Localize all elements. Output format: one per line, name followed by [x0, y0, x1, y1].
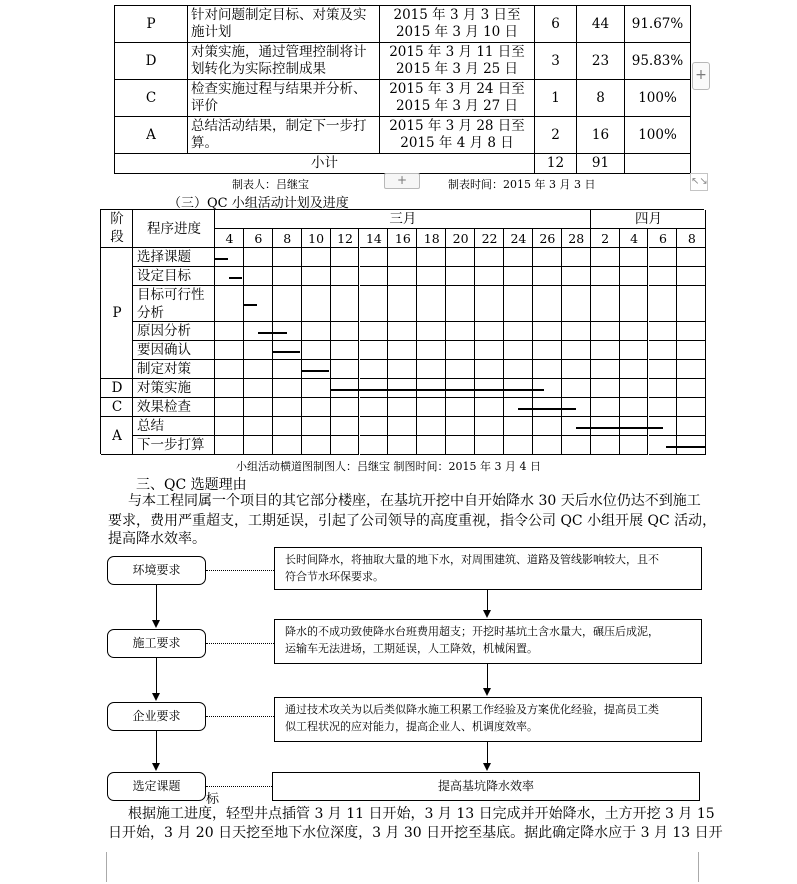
grid-cell — [533, 417, 562, 436]
task-name-line: 分析 — [137, 305, 164, 321]
stage-cell: D — [115, 43, 188, 80]
grid-cell — [244, 341, 273, 360]
task-name: 效果检查 — [137, 399, 191, 415]
grid-cell — [677, 417, 706, 436]
grid-cell — [620, 322, 649, 341]
day-label: 26 — [539, 231, 556, 246]
time-line: 2015 年 3 月 25 日 — [395, 61, 519, 77]
grid-cell — [562, 360, 591, 379]
grid-cell — [417, 436, 446, 455]
grid-cell — [504, 436, 533, 455]
grid-cell — [591, 436, 620, 455]
flow-node-topic: 选定课题 — [107, 772, 206, 801]
grid-cell — [533, 248, 562, 267]
grid-cell — [620, 267, 649, 286]
grid-cell — [446, 267, 475, 286]
table-resize-handle[interactable]: ↖↘ — [690, 173, 708, 191]
grid-cell — [649, 322, 678, 341]
grid-cell — [475, 417, 504, 436]
days-cell: 6 — [535, 6, 577, 43]
grid-cell — [649, 341, 678, 360]
grid-cell — [417, 417, 446, 436]
grid-cell — [446, 398, 475, 417]
day-label: 16 — [394, 231, 411, 246]
table-maker-note: 制表人：吕继宝 — [232, 178, 309, 191]
grid-cell — [677, 286, 706, 322]
grid-cell — [562, 286, 591, 322]
table-row — [115, 80, 691, 117]
flow-dotted-connector — [206, 716, 274, 717]
paragraph-line: 日开始，3 月 20 日天挖至地下水位深度，3 月 30 日开挖至基底。据此确定降水应于 3 月 13 日开 — [108, 825, 723, 841]
grid-cell — [360, 248, 389, 267]
month-label: 三月 — [389, 211, 417, 227]
day-label: 4 — [225, 231, 234, 246]
grid-cell — [244, 267, 273, 286]
stage-label: A — [112, 427, 122, 444]
grid-cell — [302, 267, 331, 286]
subtotal-count: 91 — [577, 154, 625, 174]
grid-cell — [620, 398, 649, 417]
grid-cell — [360, 360, 389, 379]
task-name: 下一步打算 — [137, 437, 205, 453]
day-label: 10 — [308, 231, 325, 246]
grid-cell — [360, 286, 389, 322]
grid-cell — [677, 248, 706, 267]
grid-cell — [388, 322, 417, 341]
grid-cell — [475, 322, 504, 341]
days-cell: 3 — [535, 43, 577, 80]
grid-cell — [649, 360, 678, 379]
grid-cell — [215, 360, 244, 379]
grid-cell — [331, 360, 360, 379]
header-steps: 程序进度 — [147, 220, 201, 237]
flow-dotted-connector — [206, 570, 274, 571]
grid-cell — [360, 417, 389, 436]
task-name: 要因确认 — [137, 342, 191, 358]
day-label: 18 — [423, 231, 440, 246]
count-cell: 23 — [577, 43, 625, 80]
grid-cell — [273, 417, 302, 436]
stage-label: C — [111, 399, 123, 415]
grid-cell — [446, 360, 475, 379]
grid-cell — [620, 360, 649, 379]
grid-cell — [475, 360, 504, 379]
grid-cell — [215, 398, 244, 417]
grid-cell — [417, 322, 446, 341]
description-line: 长时间降水，将抽取大量的地下水，对周围建筑、道路及管线影响较大，且不 — [285, 553, 659, 566]
page-corner-mark — [698, 852, 719, 882]
flow-description-topic: 提高基坑降水效率 — [272, 772, 700, 801]
gantt-title: （三）QC 小组活动计划及进度 — [168, 196, 349, 211]
grid-cell — [591, 248, 620, 267]
month-label: 四月 — [634, 211, 662, 227]
flow-connector — [487, 590, 488, 611]
grid-cell — [504, 417, 533, 436]
grid-cell — [562, 341, 591, 360]
grid-cell — [273, 248, 302, 267]
task-name — [137, 286, 215, 322]
flow-connector — [156, 658, 157, 694]
gantt-bar — [258, 332, 287, 334]
grid-cell — [649, 398, 678, 417]
time-cell — [380, 43, 535, 80]
arrow-down-icon — [483, 688, 491, 696]
gantt-chart — [100, 209, 704, 454]
task-name: 制定对策 — [137, 361, 191, 377]
grid-cell — [215, 341, 244, 360]
grid-cell — [360, 436, 389, 455]
rate-cell: 95.83% — [625, 43, 691, 80]
grid-cell — [417, 341, 446, 360]
flow-dotted-connector — [206, 643, 274, 644]
gantt-bar — [576, 427, 663, 429]
grid-cell — [302, 379, 331, 398]
days-cell: 1 — [535, 80, 577, 117]
grid-cell — [215, 436, 244, 455]
time-cell — [380, 117, 535, 154]
time-line: 2015 年 3 月 3 日至 — [393, 7, 521, 23]
count-cell: 8 — [577, 80, 625, 117]
grid-cell — [562, 248, 591, 267]
description-line: 通过技术攻关为以后类似降水施工积累工作经验及方案优化经验，提高员工类 — [285, 703, 659, 716]
grid-cell — [360, 267, 389, 286]
task-name: 设定目标 — [137, 268, 191, 284]
grid-cell — [388, 286, 417, 322]
grid-cell — [533, 360, 562, 379]
paragraph-line: 要求，费用严重超支，工期延误，引起了公司领导的高度重视，指令公司 QC 小组开展 QC 活动， — [108, 513, 717, 529]
day-label: 4 — [630, 231, 639, 246]
gantt-bar — [229, 277, 242, 279]
grid-cell — [273, 398, 302, 417]
time-cell — [380, 6, 535, 43]
section-heading-partial: 标 — [206, 792, 220, 807]
rate-cell: 91.67% — [625, 6, 691, 43]
grid-cell — [591, 398, 620, 417]
stage-label: D — [111, 380, 123, 396]
pdca-table — [114, 5, 691, 174]
grid-cell — [446, 286, 475, 322]
grid-cell — [446, 341, 475, 360]
gantt-note: 小组活动横道图制图人：吕继宝 制图时间：2015 年 3 月 4 日 — [236, 460, 541, 473]
grid-cell — [591, 322, 620, 341]
flow-connector — [487, 742, 488, 764]
stage-label: P — [112, 305, 122, 321]
stage-cell: P — [115, 6, 188, 43]
grid-cell — [273, 436, 302, 455]
grid-cell — [215, 379, 244, 398]
content-cell: 检查实施过程与结果并分析、评价 — [188, 80, 380, 117]
task-name: 对策实施 — [137, 380, 191, 396]
time-line: 2015 年 3 月 27 日 — [395, 98, 519, 114]
grid-cell — [388, 248, 417, 267]
day-label: 14 — [365, 231, 382, 246]
gantt-bar — [302, 370, 329, 372]
time-line: 2015 年 3 月 11 日至 — [389, 44, 525, 60]
content-cell: 总结活动结果，制定下一步打算。 — [188, 117, 380, 154]
grid-cell — [504, 322, 533, 341]
description-line: 降水的不成功致使降水台班费用超支；开挖时基坑土含水量大，碾压后成泥， — [285, 625, 659, 638]
grid-cell — [504, 267, 533, 286]
grid-cell — [533, 341, 562, 360]
time-cell — [380, 80, 535, 117]
add-column-button[interactable]: + — [692, 62, 710, 90]
grid-cell — [620, 341, 649, 360]
grid-cell — [331, 436, 360, 455]
grid-cell — [649, 286, 678, 322]
grid-cell — [302, 341, 331, 360]
grid-cell — [302, 398, 331, 417]
day-label: 12 — [337, 231, 353, 246]
paragraph-line: 根据施工进度，轻型井点插管 3 月 11 日开始，3 月 13 日完成并开始降水，土方开挖 3 月 15 — [128, 806, 715, 822]
arrow-down-icon — [152, 620, 160, 628]
rate-cell: 100% — [625, 117, 691, 154]
grid-cell — [331, 322, 360, 341]
grid-cell — [677, 322, 706, 341]
day-label: 22 — [481, 231, 498, 246]
grid-cell — [562, 267, 591, 286]
flow-node-enterprise: 企业要求 — [107, 702, 206, 731]
grid-cell — [215, 322, 244, 341]
grid-cell — [591, 286, 620, 322]
paragraph-line: 与本工程同属一个项目的其它部分楼座，在基坑开挖中自开始降水 30 天后水位仍达不到施工 — [128, 493, 701, 509]
flow-connector — [487, 664, 488, 689]
grid-cell — [215, 286, 244, 322]
grid-cell — [302, 286, 331, 322]
grid-cell — [649, 248, 678, 267]
grid-cell — [360, 322, 389, 341]
day-label: 6 — [254, 231, 263, 246]
grid-cell — [388, 360, 417, 379]
table-row — [115, 43, 691, 80]
grid-cell — [677, 398, 706, 417]
time-line: 2015 年 3 月 10 日 — [395, 24, 519, 40]
grid-cell — [417, 286, 446, 322]
task-name: 原因分析 — [137, 323, 191, 339]
days-cell: 2 — [535, 117, 577, 154]
grid-cell — [244, 360, 273, 379]
count-cell: 44 — [577, 6, 625, 43]
grid-cell — [273, 286, 302, 322]
grid-cell — [562, 322, 591, 341]
count-cell: 16 — [577, 117, 625, 154]
grid-cell — [649, 267, 678, 286]
task-name: 总结 — [137, 418, 164, 434]
grid-cell — [331, 417, 360, 436]
add-row-button[interactable]: + — [384, 173, 420, 189]
grid-cell — [475, 341, 504, 360]
grid-cell — [620, 286, 649, 322]
grid-cell — [331, 341, 360, 360]
grid-cell — [504, 360, 533, 379]
grid-cell — [620, 436, 649, 455]
grid-cell — [388, 341, 417, 360]
day-label: 8 — [687, 231, 696, 246]
table-row — [115, 117, 691, 154]
day-label: 28 — [568, 231, 585, 246]
day-label: 20 — [452, 231, 469, 246]
subtotal-label: 小计 — [115, 154, 535, 174]
grid-cell — [562, 379, 591, 398]
arrow-down-icon — [152, 693, 160, 701]
rate-cell: 100% — [625, 80, 691, 117]
subtotal-row — [115, 154, 691, 174]
day-label: 6 — [658, 231, 667, 246]
grid-cell — [388, 417, 417, 436]
grid-cell — [302, 248, 331, 267]
flow-description-construction — [274, 619, 702, 664]
grid-cell — [533, 322, 562, 341]
grid-cell — [677, 267, 706, 286]
subtotal-rate — [625, 154, 691, 174]
description-line: 符合节水环保要求。 — [285, 570, 384, 583]
flow-node-environment: 环境要求 — [107, 556, 206, 585]
grid-cell — [417, 248, 446, 267]
grid-cell — [244, 417, 273, 436]
grid-cell — [446, 417, 475, 436]
time-line: 2015 年 3 月 24 日至 — [389, 81, 525, 97]
table-row — [115, 6, 691, 43]
grid-cell — [446, 248, 475, 267]
section-heading: 三、QC 选题理由 — [136, 477, 247, 493]
arrow-down-icon — [483, 763, 491, 771]
grid-cell — [475, 267, 504, 286]
day-label: 8 — [283, 231, 292, 246]
grid-cell — [215, 417, 244, 436]
grid-cell — [273, 267, 302, 286]
grid-cell — [475, 398, 504, 417]
grid-cell — [591, 379, 620, 398]
grid-cell — [331, 286, 360, 322]
grid-cell — [273, 379, 302, 398]
grid-cell — [677, 341, 706, 360]
time-line: 2015 年 3 月 28 日至 — [389, 118, 525, 134]
task-name: 选择课题 — [137, 249, 191, 265]
task-name-line: 目标可行性 — [137, 287, 205, 303]
gantt-bar — [273, 351, 300, 353]
arrow-down-icon — [483, 610, 491, 618]
grid-cell — [562, 436, 591, 455]
time-line: 2015 年 4 月 8 日 — [400, 135, 514, 151]
grid-cell — [302, 322, 331, 341]
description-line: 似工程状况的应对能力，提高企业人、机调度效率。 — [285, 720, 538, 733]
grid-cell — [417, 398, 446, 417]
grid-cell — [331, 248, 360, 267]
gantt-bar — [666, 446, 706, 448]
grid-cell — [417, 267, 446, 286]
grid-cell — [388, 436, 417, 455]
gantt-bar — [331, 389, 545, 391]
page-corner-mark — [86, 852, 107, 882]
flow-connector — [156, 585, 157, 621]
stage-cell: A — [115, 117, 188, 154]
day-label: 2 — [601, 231, 610, 246]
grid-cell — [677, 379, 706, 398]
grid-cell — [533, 267, 562, 286]
flow-dotted-connector — [206, 786, 272, 787]
header-stage — [101, 210, 133, 248]
gantt-bar — [244, 304, 257, 306]
grid-cell — [244, 398, 273, 417]
description-line: 运输车无法进场，工期延误，人工降效，机械闲置。 — [285, 642, 538, 655]
grid-cell — [331, 267, 360, 286]
grid-cell — [620, 248, 649, 267]
grid-cell — [331, 398, 360, 417]
grid-cell — [244, 379, 273, 398]
grid-cell — [417, 360, 446, 379]
grid-cell — [475, 436, 504, 455]
grid-cell — [446, 322, 475, 341]
gantt-bar — [215, 258, 228, 260]
flow-description-enterprise — [274, 697, 702, 742]
gantt-bar — [518, 408, 576, 410]
grid-cell — [244, 436, 273, 455]
grid-cell — [446, 436, 475, 455]
flow-node-construction: 施工要求 — [107, 629, 206, 658]
grid-cell — [475, 286, 504, 322]
grid-cell — [302, 417, 331, 436]
grid-cell — [302, 436, 331, 455]
day-label: 24 — [510, 231, 527, 246]
grid-cell — [273, 360, 302, 379]
grid-cell — [591, 267, 620, 286]
content-cell: 针对问题制定目标、对策及实施计划 — [188, 6, 380, 43]
grid-cell — [533, 286, 562, 322]
grid-cell — [533, 436, 562, 455]
paragraph-line: 提高降水效率。 — [108, 531, 206, 547]
stage-cell: C — [115, 80, 188, 117]
header-stage-line: 段 — [110, 229, 124, 245]
flow-description-environment — [274, 547, 702, 590]
grid-cell — [504, 248, 533, 267]
grid-cell — [504, 341, 533, 360]
grid-cell — [591, 360, 620, 379]
header-stage-line: 阶 — [110, 211, 124, 227]
table-time-note: 制表时间：2015 年 3 月 3 日 — [448, 178, 596, 191]
grid-cell — [388, 267, 417, 286]
grid-cell — [620, 379, 649, 398]
grid-cell — [360, 398, 389, 417]
grid-cell — [388, 398, 417, 417]
grid-cell — [475, 248, 504, 267]
grid-cell — [360, 341, 389, 360]
arrow-down-icon — [152, 763, 160, 771]
content-cell: 对策实施，通过管理控制将计划转化为实际控制成果 — [188, 43, 380, 80]
flow-connector — [156, 731, 157, 764]
subtotal-days: 12 — [535, 154, 577, 174]
grid-cell — [591, 341, 620, 360]
grid-cell — [677, 360, 706, 379]
grid-cell — [504, 286, 533, 322]
grid-cell — [244, 248, 273, 267]
grid-cell — [649, 379, 678, 398]
